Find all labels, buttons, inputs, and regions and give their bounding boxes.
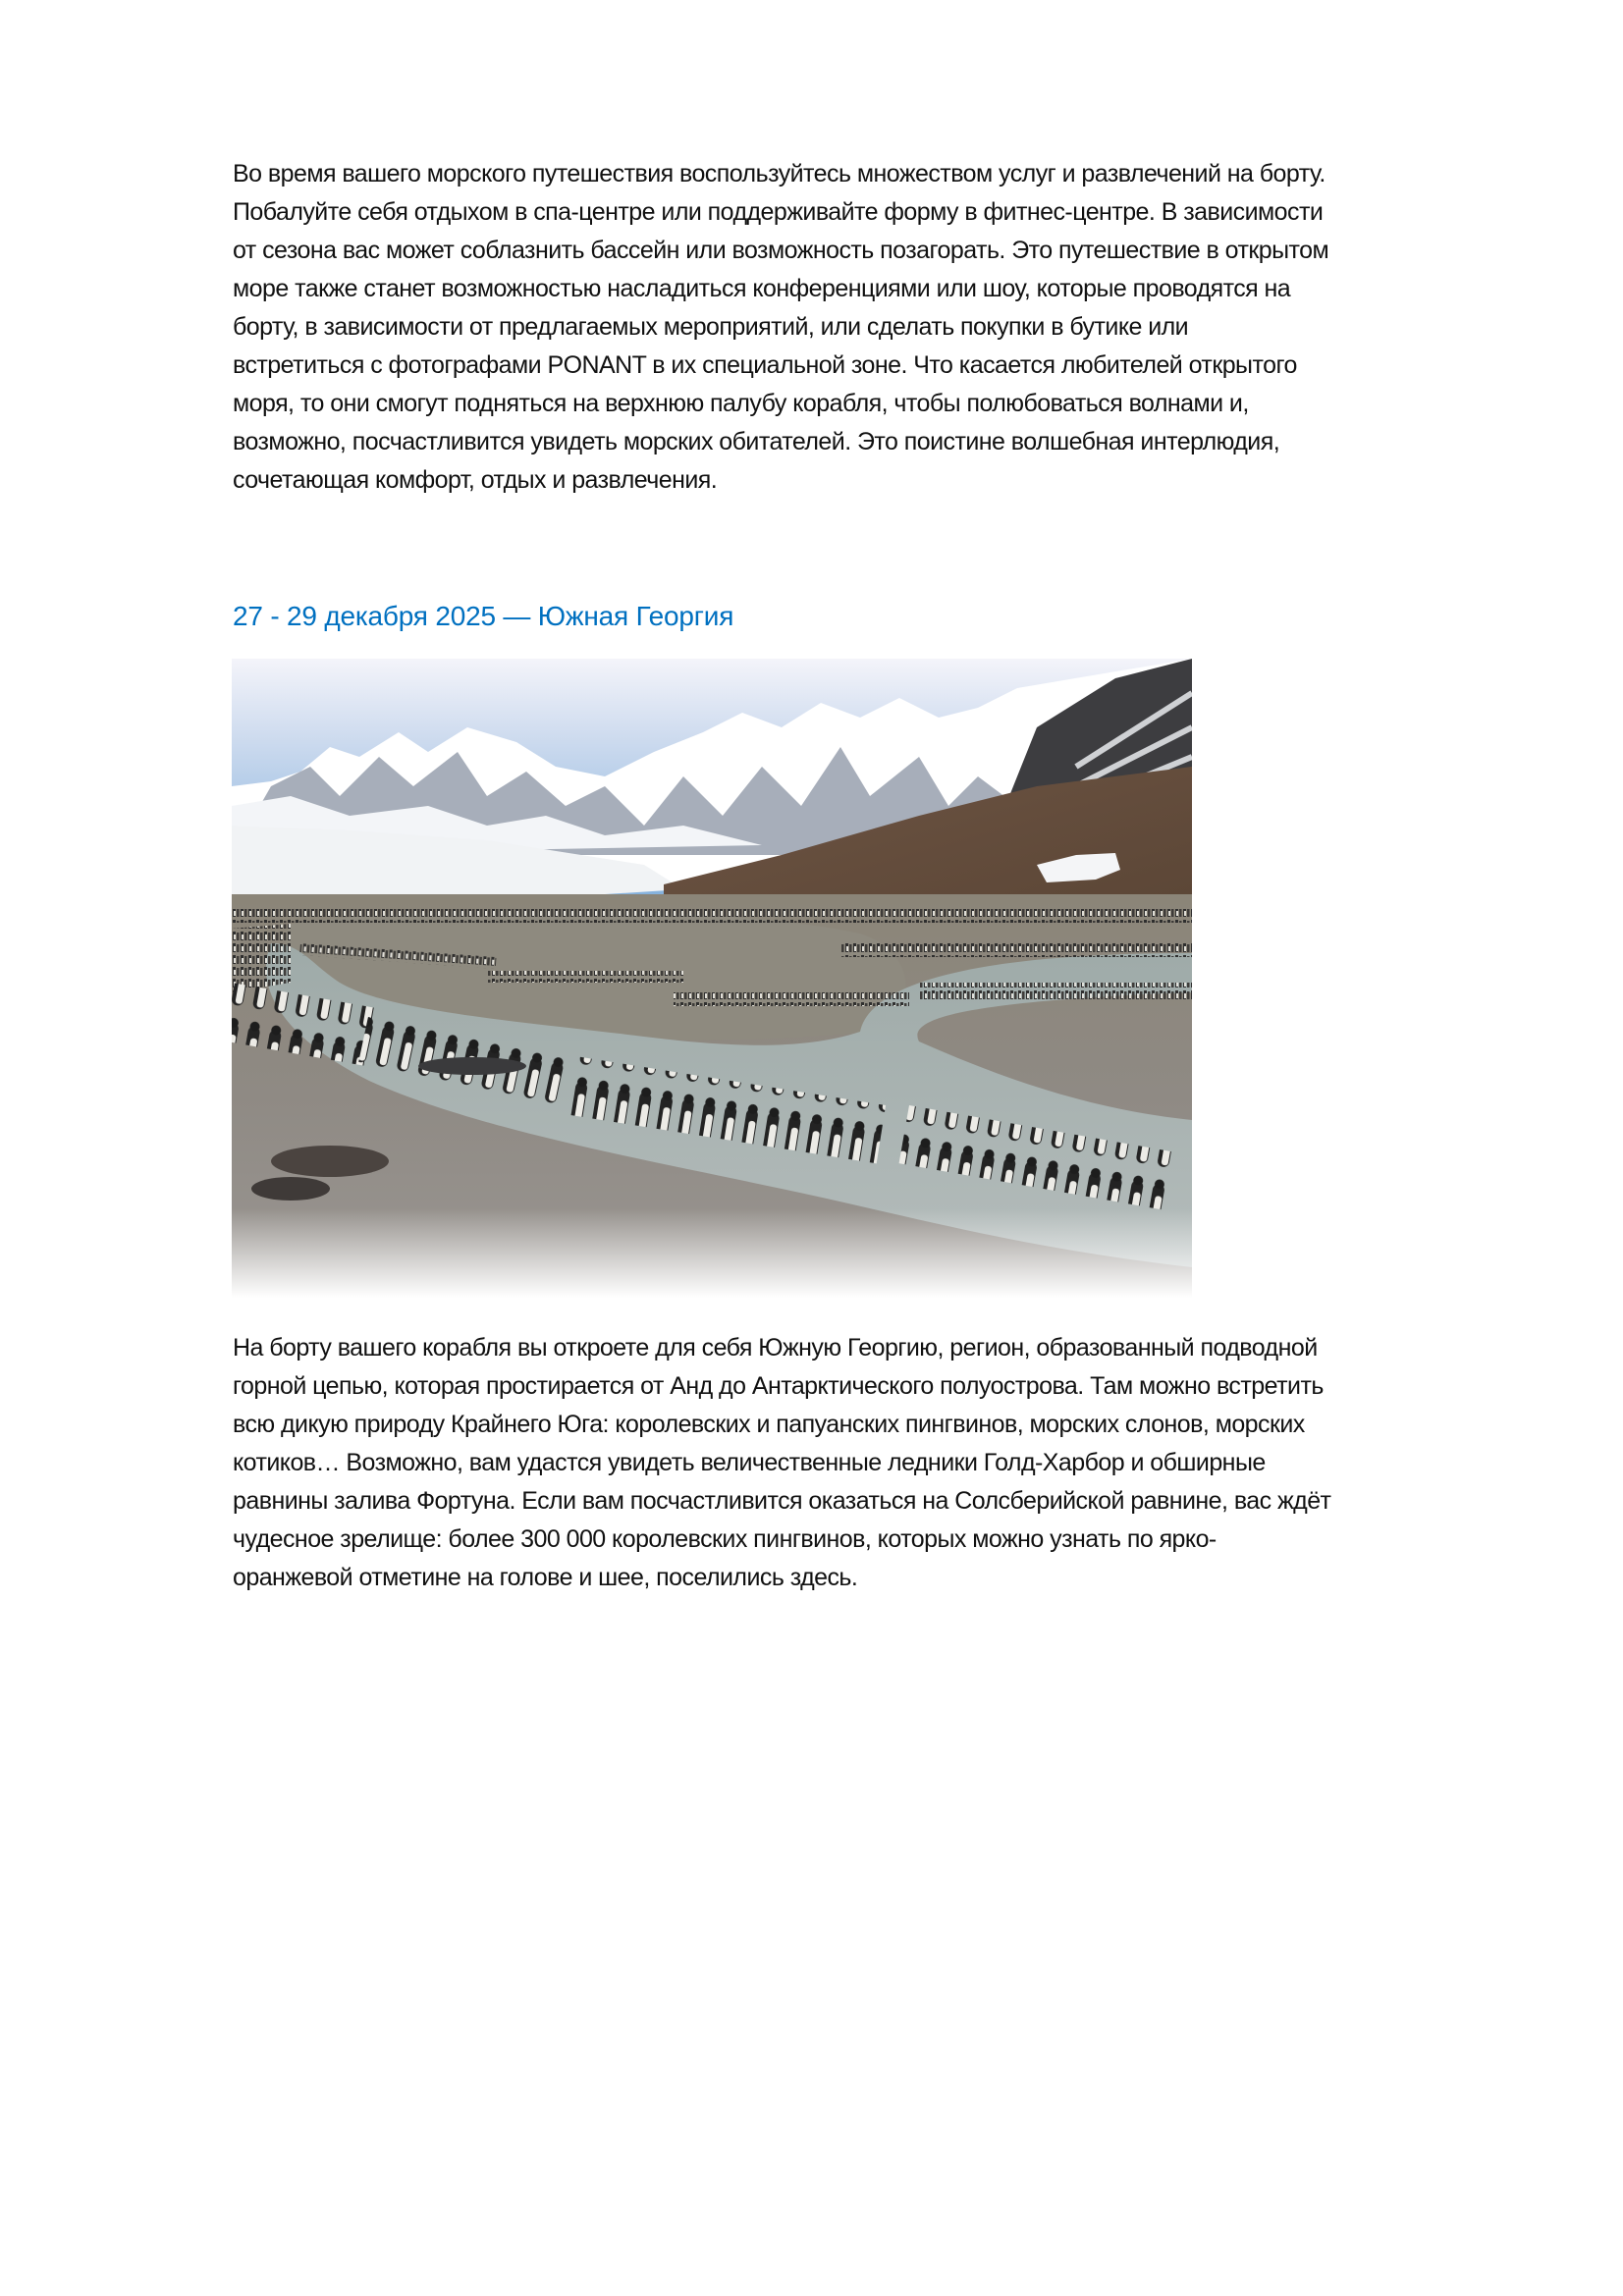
paragraph-line: от сезона вас может соблазнить бассейн или возможность позагорать. Это путешествие в открытом — [233, 237, 1329, 264]
intro-paragraph — [233, 155, 1529, 500]
paragraph-line: На борту вашего корабля вы откроете для себя Южную Георгию, регион, образованный подводной — [233, 1334, 1318, 1362]
paragraph-line: борту, в зависимости от предлагаемых мероприятий, или сделать покупки в бутике или — [233, 313, 1189, 341]
penguin-colony-image — [232, 659, 1192, 1298]
south-georgia-paragraph — [233, 1329, 1529, 1597]
paragraph-line: Во время вашего морского путешествия воспользуйтесь множеством услуг и развлечений на борту. — [233, 160, 1325, 187]
paragraph-line: встретиться с фотографами PONANT в их специальной зоне. Что касается любителей открытого — [233, 351, 1297, 379]
paragraph-line: сочетающая комфорт, отдых и развлечения. — [233, 466, 718, 494]
paragraph-line: моря, то они смогут подняться на верхнюю палубу корабля, чтобы полюбоваться волнами и, — [233, 390, 1249, 417]
paragraph-line: море также станет возможностью насладиться конференциями или шоу, которые проводятся на — [233, 275, 1291, 302]
south-georgia-photo — [232, 659, 1192, 1298]
paragraph-line: горной цепью, которая простирается от Анд до Антарктического полуострова. Там можно встретить — [233, 1372, 1324, 1400]
paragraph-line: возможно, посчастливится увидеть морских обитателей. Это поистине волшебная интерлюдия, — [233, 428, 1280, 455]
section-heading: 27 - 29 декабря 2025 — Южная Георгия — [233, 601, 734, 631]
paragraph-line: Побалуйте себя отдыхом в спа-центре или поддерживайте форму в фитнес-центре. В зависимости — [233, 198, 1324, 226]
paragraph-line: оранжевой отметине на голове и шее, поселились здесь. — [233, 1564, 858, 1591]
paragraph-line: котиков… Возможно, вам удастся увидеть величественные ледники Голд-Харбор и обширные — [233, 1449, 1266, 1476]
paragraph-line: равнины залива Фортуна. Если вам посчастливится оказаться на Солсберийской равнине, вас ждёт — [233, 1487, 1331, 1515]
paragraph-line: чудесное зрелище: более 300 000 королевских пингвинов, которых можно узнать по ярко- — [233, 1525, 1217, 1553]
paragraph-line: всю дикую природу Крайнего Юга: королевских и папуанских пингвинов, морских слонов, морских — [233, 1411, 1305, 1438]
